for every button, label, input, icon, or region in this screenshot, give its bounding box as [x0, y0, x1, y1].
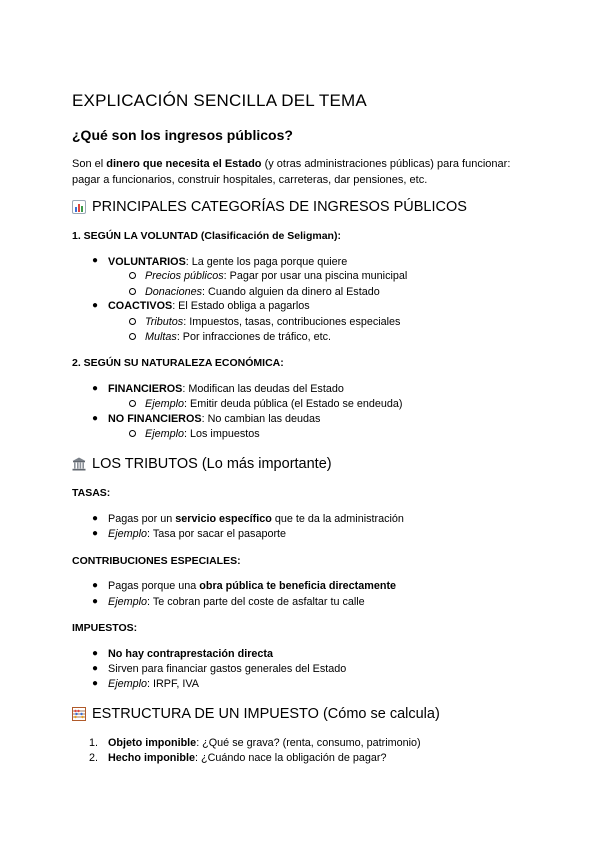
list-item: Sirven para financiar gastos generales del Estado: [108, 663, 347, 675]
bullet: ●: [92, 648, 99, 659]
bar-chart-icon: [72, 200, 86, 214]
bullet: ●: [92, 678, 99, 689]
bullet: ●: [92, 663, 99, 674]
list-item: Ejemplo: IRPF, IVA: [108, 678, 200, 690]
list-item: Ejemplo: Emitir deuda pública (el Estado se endeuda): [145, 398, 403, 410]
bullet: ●: [92, 383, 99, 394]
sub-bullet: [129, 333, 136, 340]
subsection-contribuciones: CONTRIBUCIONES ESPECIALES:: [72, 555, 241, 567]
list-item: Tributos: Impuestos, tasas, contribuciones especiales: [145, 316, 401, 328]
list-item: Multas: Por infracciones de tráfico, etc.: [145, 331, 332, 343]
bullet: ●: [92, 528, 99, 539]
subtitle: ¿Qué son los ingresos públicos?: [72, 127, 293, 143]
list-item: Pagas por un servicio específico que te da la administración: [108, 513, 404, 525]
list-item: Ejemplo: Te cobran parte del coste de asfaltar tu calle: [108, 596, 365, 608]
list-item: Objeto imponible: ¿Qué se grava? (renta, consumo, patrimonio): [108, 737, 421, 749]
page-title: EXPLICACIÓN SENCILLA DEL TEMA: [72, 91, 367, 110]
bullet: ●: [92, 255, 99, 266]
sub-bullet: [129, 288, 136, 295]
intro-paragraph: Son el dinero que necesita el Estado (y otras administraciones públicas) para funcionar: pagar a funcionarios, construir hospitales, carreteras, dar pensiones, etc.: [72, 158, 511, 186]
list-item: No hay contraprestación directa: [108, 648, 274, 660]
list-item: Precios públicos: Pagar por usar una piscina municipal: [145, 270, 408, 282]
sub-bullet: [129, 430, 136, 437]
list-item: Ejemplo: Tasa por sacar el pasaporte: [108, 528, 287, 540]
bullet: ●: [92, 300, 99, 311]
list-item: Ejemplo: Los impuestos: [145, 428, 260, 440]
subsection-impuestos: IMPUESTOS:: [72, 622, 138, 634]
bullet: ●: [92, 513, 99, 524]
bullet: ●: [92, 413, 99, 424]
abacus-icon: [72, 707, 86, 721]
list-item: VOLUNTARIOS: La gente los paga porque quiere: [108, 256, 348, 268]
sub-bullet: [129, 272, 136, 279]
section-heading-categorias: PRINCIPALES CATEGORÍAS DE INGRESOS PÚBLICOS: [72, 199, 467, 215]
list-item: Donaciones: Cuando alguien da dinero al Estado: [145, 286, 380, 298]
bullet: ●: [92, 596, 99, 607]
section-heading-tributos: LOS TRIBUTOS (Lo más importante): [72, 456, 332, 472]
subsection-voluntad: 1. SEGÚN LA VOLUNTAD (Clasificación de Seligman):: [72, 230, 341, 242]
bullet: ●: [92, 580, 99, 591]
subsection-tasas: TASAS:: [72, 487, 111, 499]
list-item: COACTIVOS: El Estado obliga a pagarlos: [108, 300, 310, 312]
sub-bullet: [129, 400, 136, 407]
sub-bullet: [129, 318, 136, 325]
subsection-naturaleza: 2. SEGÚN SU NATURALEZA ECONÓMICA:: [72, 357, 284, 369]
list-item: Pagas porque una obra pública te beneficia directamente: [108, 580, 397, 592]
section-heading-estructura: ESTRUCTURA DE UN IMPUESTO (Cómo se calcula): [72, 706, 440, 722]
list-item: NO FINANCIEROS: No cambian las deudas: [108, 413, 321, 425]
list-number: 1.: [89, 737, 99, 749]
bank-building-icon: [72, 457, 86, 471]
list-item: Hecho imponible: ¿Cuándo nace la obligación de pagar?: [108, 752, 387, 764]
list-number: 2.: [89, 752, 99, 764]
list-item: FINANCIEROS: Modifican las deudas del Estado: [108, 383, 344, 395]
